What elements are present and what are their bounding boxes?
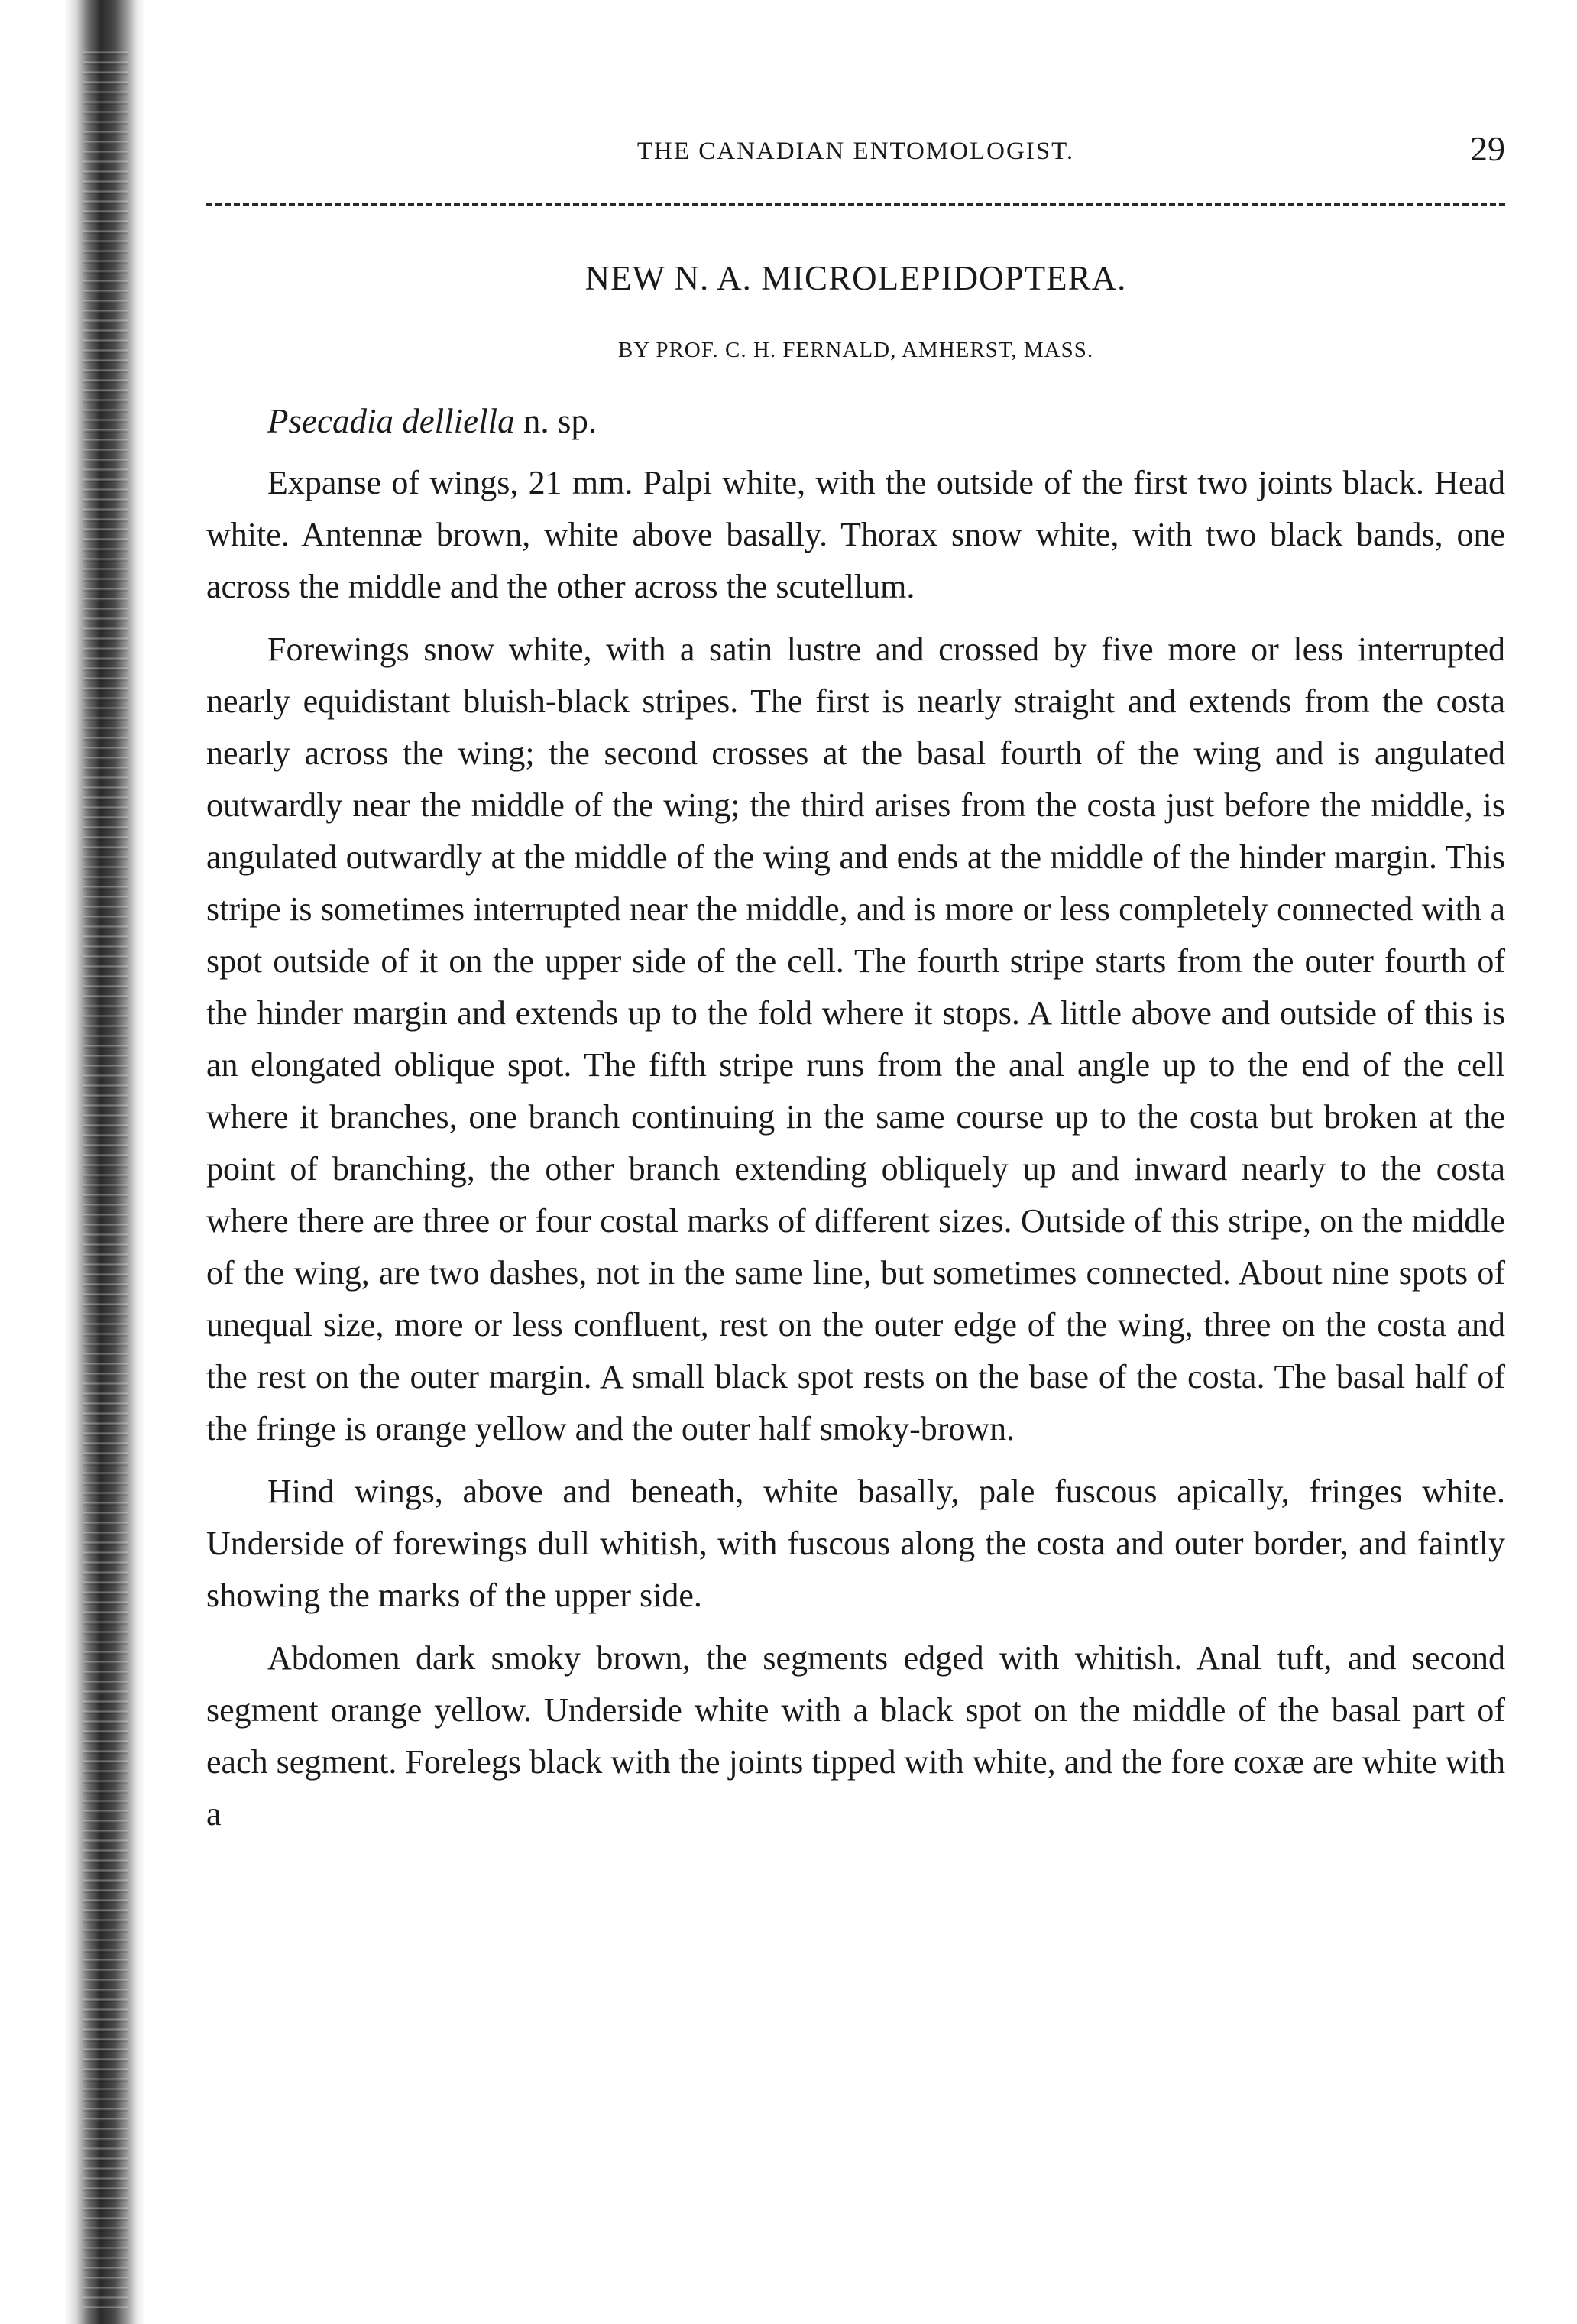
species-suffix: n. sp. <box>514 402 597 440</box>
paragraph-abdomen: Abdomen dark smoky brown, the segments edged with whitish. Anal tuft, and second segment orange yellow. Underside white with a black spot on the middle of the basal part of each segment. Forelegs black with the joints tipped with white, and the fore coxæ are white with a <box>206 1639 1505 1833</box>
page-binding-edge <box>0 0 145 2324</box>
header-rule <box>206 203 1505 206</box>
page-number: 29 <box>1470 129 1505 168</box>
author-byline: BY PROF. C. H. FERNALD, AMHERST, MASS. <box>617 338 1094 362</box>
article-body <box>206 457 1505 1851</box>
paragraph-forewings: Forewings snow white, with a satin lustre and crossed by five more or less interrupted nearly equidistant bluish-black stripes. The first is nearly straight and extends from the costa nearly across the wing; the second crosses at the basal fourth of the wing and is angulated outwardly near the middle of the wing; the third arises from the costa just before the middle, is angulated outwardly at the middle of the wing and ends at the middle of the hinder margin. This stripe is sometimes interrupted near the middle, and is more or less completely connected with a spot outside of it on the upper side of the cell. The fourth stripe starts from the outer fourth of the hinder margin and extends up to the fold where it stops. A little above and outside of this is an elongated oblique spot. The fifth stripe runs from the anal angle up to the end of the cell where it branches, one branch continuing in the same course up to the costa but broken at the point of branching, the other branch extending obliquely up and inward nearly to the costa where there are three or four costal marks of different sizes. Outside of this stripe, on the middle of the wing, are two dashes, not in the same line, but sometimes connected. About nine spots of unequal size, more or less confluent, rest on the outer edge of the wing, three on the costa and the rest on the outer margin. A small black spot rests on the base of the costa. The basal half of the fringe is orange yellow and the outer half smoky-brown. <box>206 630 1505 1447</box>
paragraph-hind-wings: Hind wings, above and beneath, white basally, pale fuscous apically, fringes white. Underside of forewings dull whitish, with fuscous along the costa and outer border, and faintly showing the marks of the upper side. <box>206 1473 1505 1614</box>
species-latin-name: Psecadia delliella <box>267 402 515 440</box>
paragraph-expanse: Expanse of wings, 21 mm. Palpi white, with the outside of the first two joints black. Head white. Antennæ brown, white above basally. Thorax snow white, with two black bands, one across the middle and the other across the scutellum. <box>206 464 1505 605</box>
journal-title: THE CANADIAN ENTOMOLOGIST. <box>636 138 1075 165</box>
species-heading <box>267 401 597 441</box>
running-head <box>206 128 1505 182</box>
article-title: NEW N. A. MICROLEPIDOPTERA. <box>584 259 1127 297</box>
